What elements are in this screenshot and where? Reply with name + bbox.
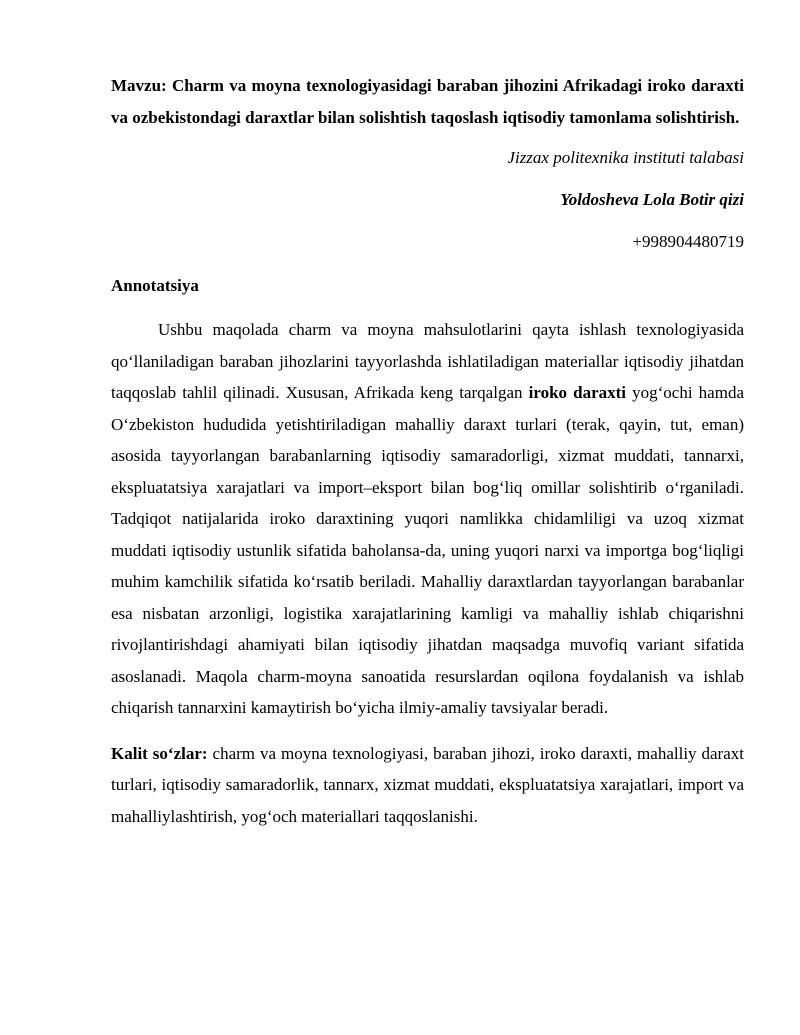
author-institute: Jizzax politexnika instituti talabasi	[507, 148, 744, 167]
abstract-bold-term: iroko daraxti	[528, 383, 627, 402]
article-title: Mavzu: Charm va moyna texnologiyasidagi baraban jihozini Afrikadagi iroko daraxti va ozbekistondagi daraxtlar bilan solishtish taqoslash iqtisodiy tamonlama solishtirish.	[111, 76, 744, 127]
abstract-text-start: Ushbu maqolada charm va moyna mahsulotlarini qayta ishlash texnologiyasida qo‘llaniladigan baraban jihozlarini tayyorlashda ishlatiladigan materiallar iqtisodiy jihatdan taqqoslab tahlil qilinadi. Xususan, Afrikada keng tarqalgan	[111, 320, 744, 402]
author-phone: +998904480719	[632, 232, 744, 251]
keywords-paragraph	[111, 738, 744, 833]
abstract-text-end: yog‘ochi hamda O‘zbekiston hududida yetishtiriladigan mahalliy daraxt turlari (terak, qayin, tut, eman) asosida tayyorlangan barabanlarning iqtisodiy samaradorligi, xizmat muddati, tannarxi, ekspluatatsiya xarajatlari va import–eksport bilan bog‘liq omillar solishtirib o‘rganiladi. Tadqiqot natijalarida iroko daraxtining yuqori namlikka chidamliligi va uzoq xizmat muddati iqtisodiy ustunlik sifatida baholansa-da, uning yuqori narxi va importga bog‘liqligi muhim kamchilik sifatida ko‘rsatib beriladi. Mahalliy daraxtlardan tayyorlangan barabanlar esa nisbatan arzonligi, logistika xarajatlarining kamligi va mahalliy ishlab chiqarishni rivojlantirishdagi ahamiyati bilan iqtisodiy jihatdan maqsadga muvofiq variant sifatida asoslanadi. Maqola charm-moyna sanoatida resurslardan oqilona foydalanish va ishlab chiqarish tannarxini kamaytirish bo‘yicha ilmiy-amaliy tavsiyalar beradi.	[111, 383, 744, 717]
abstract-paragraph	[111, 314, 744, 724]
abstract-heading: Annotatsiya	[111, 276, 199, 295]
author-block	[111, 148, 744, 252]
author-name: Yoldosheva Lola Botir qizi	[560, 190, 744, 209]
keywords-label: Kalit so‘zlar:	[111, 743, 208, 763]
keywords-text: charm va moyna texnologiyasi, baraban jihozi, iroko daraxti, mahalliy daraxt turlari, iqtisodiy samaradorlik, tannarx, xizmat muddati, ekspluatatsiya xarajatlari, import va mahalliylashtirish, yog‘och materiallari taqqoslanishi.	[111, 743, 744, 826]
